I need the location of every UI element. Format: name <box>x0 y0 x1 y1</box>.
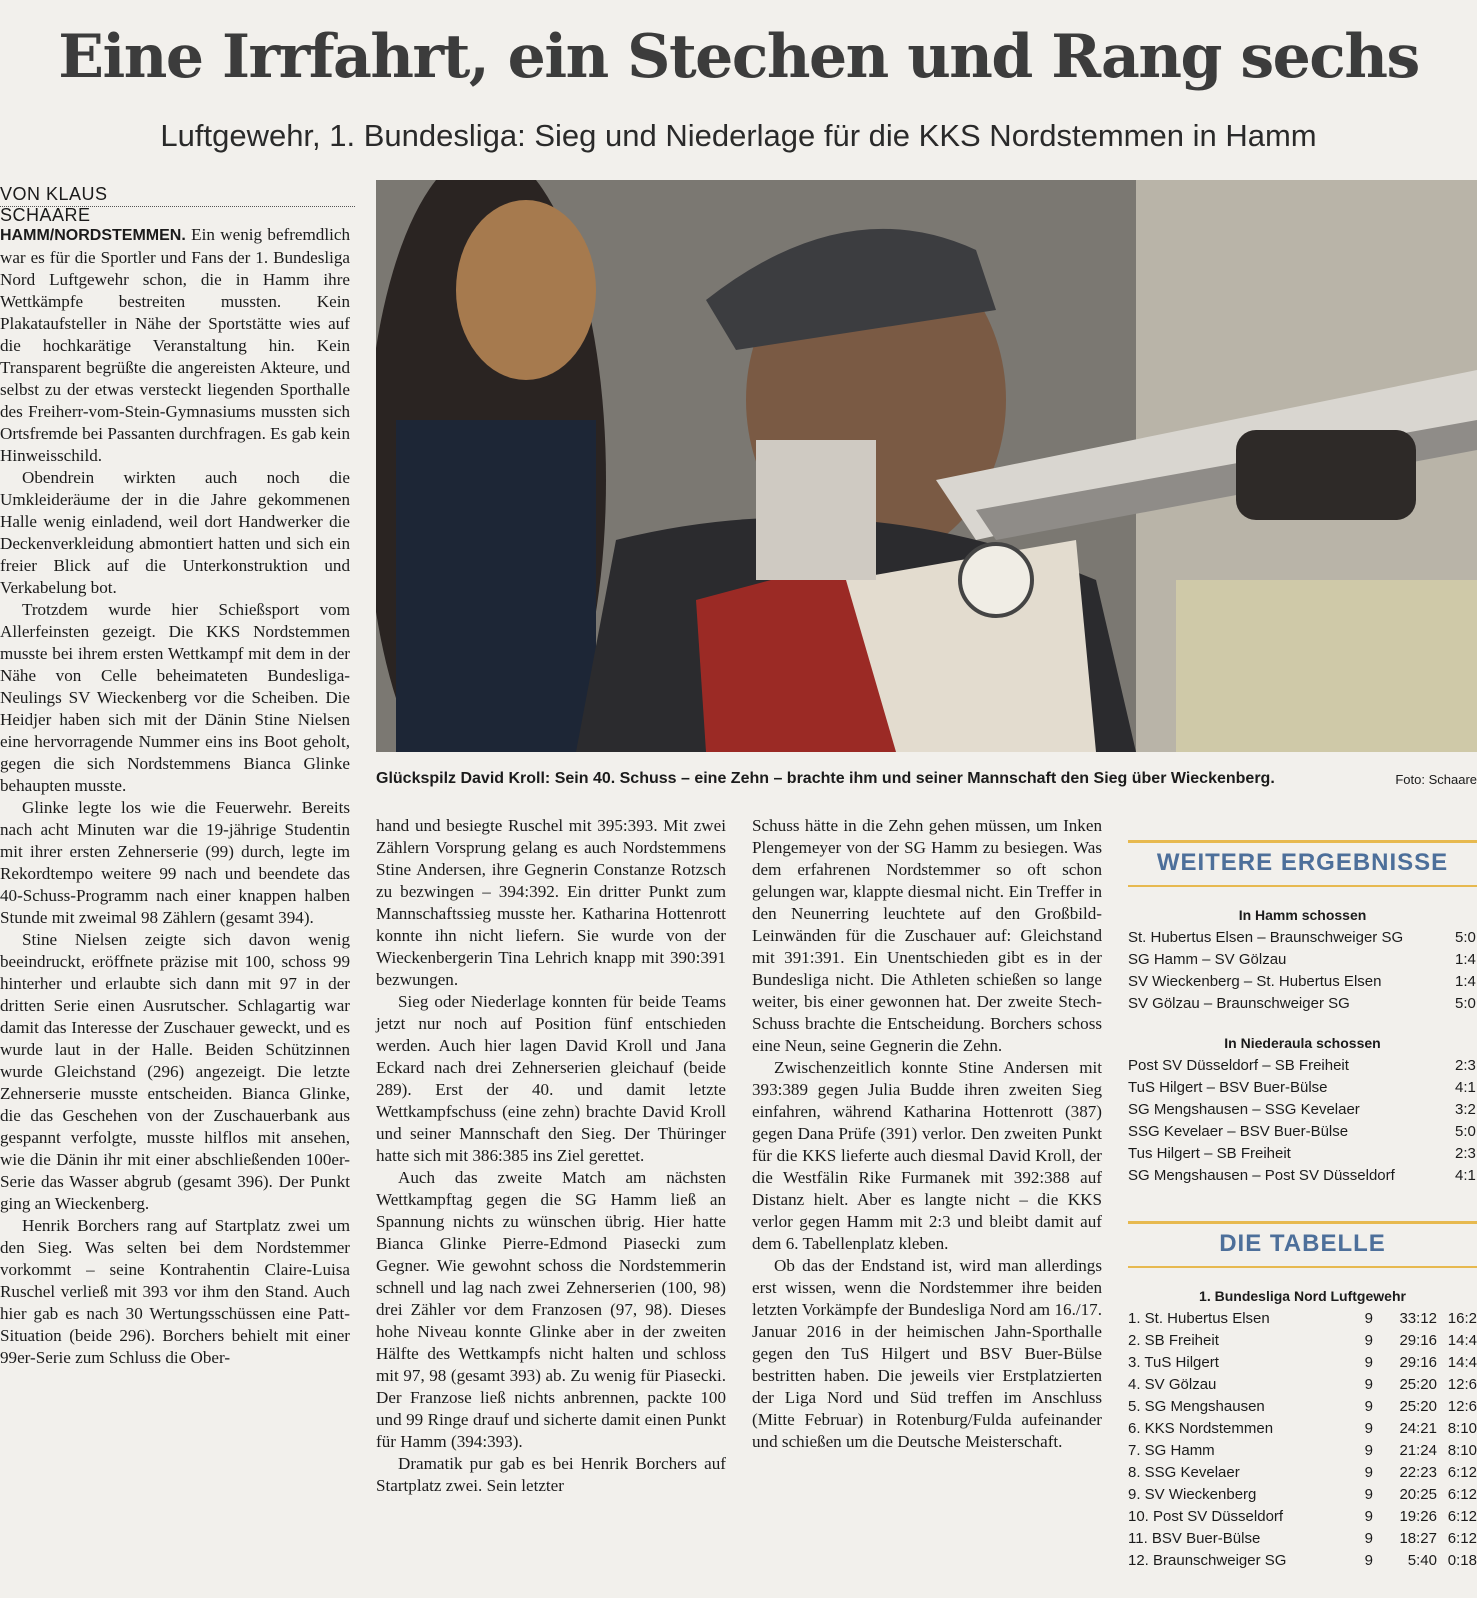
table-games: 9 <box>1364 1486 1373 1503</box>
result-match: St. Hubertus Elsen – Braunschweiger SG <box>1128 929 1404 946</box>
table-row <box>1128 1330 1477 1352</box>
photo-illustration <box>376 180 1477 752</box>
table-team: 3. TuS Hilgert <box>1128 1354 1219 1371</box>
table-ratio: 21:24 <box>1399 1442 1437 1459</box>
table-ratio: 25:20 <box>1399 1398 1437 1415</box>
table-ratio: 25:20 <box>1399 1376 1437 1393</box>
table-points: 8:10 <box>1447 1420 1477 1437</box>
result-score: 5:0 <box>1455 995 1476 1012</box>
table-games: 9 <box>1364 1464 1373 1481</box>
table-row <box>1128 1352 1477 1374</box>
result-row <box>1128 949 1477 971</box>
result-score: 3:2 <box>1455 1101 1476 1118</box>
table-points: 14:4 <box>1447 1354 1477 1371</box>
table-row <box>1128 1396 1477 1418</box>
result-score: 5:0 <box>1455 929 1476 946</box>
result-score: 1:4 <box>1455 951 1476 968</box>
article-paragraph <box>0 224 350 467</box>
article-column-2 <box>376 815 726 1497</box>
result-match: SG Hamm – SV Gölzau <box>1128 951 1287 968</box>
table-row <box>1128 1484 1477 1506</box>
table-points: 12:6 <box>1447 1376 1477 1393</box>
table-games: 9 <box>1364 1530 1373 1547</box>
article-paragraph: Sieg oder Niederlage konnten für beide Teams jetzt nur noch auf Position fünf entschieden werden. Auch hier lagen David Kroll und Jana Eckard nach drei Zehnerserien gleichauf (beide 289). Erst der 40. und damit letzte Wettkampfschuss (eine zehn) brachte David Kroll und seiner Mannschaft den Sieg. Der Thüringer hatte sich mit 386:385 ins Ziel gerettet. <box>376 992 726 1165</box>
table-row <box>1128 1374 1477 1396</box>
table-team: 7. SG Hamm <box>1128 1442 1215 1459</box>
table-team: 12. Braunschweiger SG <box>1128 1552 1287 1569</box>
table-ratio: 5:40 <box>1407 1552 1437 1569</box>
result-score: 4:1 <box>1455 1167 1476 1184</box>
table-row <box>1128 1506 1477 1528</box>
dateline: HAMM/NORDSTEMMEN. <box>0 227 186 244</box>
article-paragraph: Zwischenzeitlich konnte Stine Andersen mit 393:389 gegen Julia Budde ihren zweiten Sieg einfahren, während Katharina Hottenrott (387) gegen Dana Prüfe (391) verlor. Den zweiten Punkt für die KKS lieferte auch diesmal David Kroll, der die Westfälin Rike Furmanek mit 392:388 auf Distanz hielt. Aber es langte nicht – die KKS verlor gegen Hamm mit 2:3 und bleibt damit auf dem 6. Tabellenplatz kleben. <box>752 1058 1102 1253</box>
results-groups <box>1128 907 1477 1187</box>
article-paragraph: Glinke legte los wie die Feuerwehr. Bereits nach acht Minuten war die 19-jährige Studentin mit ihrer ersten Zehnerserie (99) durch, legte im Rekordtempo weitere 99 nach und beendete das 40-Schuss-Programm nach einer knappen halben Stunde mit zweimal 98 Zählern (gesamt 394). <box>0 798 350 927</box>
result-score: 5:0 <box>1455 1123 1476 1140</box>
result-row <box>1128 993 1477 1015</box>
result-match: SSG Kevelaer – BSV Buer-Bülse <box>1128 1123 1349 1140</box>
table-row <box>1128 1550 1477 1572</box>
table-points: 14:4 <box>1447 1332 1477 1349</box>
table-games: 9 <box>1364 1310 1373 1327</box>
table-ratio: 33:12 <box>1399 1310 1437 1327</box>
table-games: 9 <box>1364 1354 1373 1371</box>
table-points: 0:18 <box>1447 1552 1477 1569</box>
table-games: 9 <box>1364 1376 1373 1393</box>
table-team: 11. BSV Buer-Bülse <box>1128 1530 1261 1547</box>
result-row <box>1128 1099 1477 1121</box>
result-row <box>1128 1055 1477 1077</box>
photo-credit: Foto: Schaare <box>1395 772 1477 787</box>
table-team: 5. SG Mengshausen <box>1128 1398 1265 1415</box>
result-match: SG Mengshausen – SSG Kevelaer <box>1128 1101 1360 1118</box>
article-paragraph: Trotzdem wurde hier Schießsport vom Allerfeinsten gezeigt. Die KKS Nordstemmen musste bei ihrem ersten Wettkampf mit dem in der Nähe von Celle beheimateten Bundesliga-Neulings SV Wieckenberg vor die Scheiben. Die Heidjer haben sich mit der Dänin Stine Nielsen eine hervorragende Nummer eins ins Boot geholt, gegen die sich Nordstemmens Bianca Glinke behaupten musste. <box>0 600 350 795</box>
table-points: 6:12 <box>1447 1486 1477 1503</box>
result-match: Post SV Düsseldorf – SB Freiheit <box>1128 1057 1349 1074</box>
table-games: 9 <box>1364 1420 1373 1437</box>
table-team: 1. St. Hubertus Elsen <box>1128 1310 1270 1327</box>
news-photo <box>376 180 1477 752</box>
table-team: 9. SV Wieckenberg <box>1128 1486 1257 1503</box>
table-ratio: 29:16 <box>1399 1332 1437 1349</box>
table-subtitle: 1. Bundesliga Nord Luftgewehr <box>1199 1288 1406 1304</box>
table-games: 9 <box>1364 1332 1373 1349</box>
results-title: WEITERE ERGEBNISSE <box>1128 840 1477 887</box>
paragraph-text: Ein wenig befremdlich war es für die Sportler und Fans der 1. Bundesliga Nord Luftgewehr schon, die in Hamm ihre Wettkämpfe bestreiten mussten. Kein Plakataufsteller in Nähe der Sportstätte wies auf die hochkarätige Veranstaltung hin. Kein Transparent begrüßte die angereisten Akteure, und selbst zu der etwas versteckt liegenden Sporthalle des Freiherr-vom-Stein-Gymnasiums mussten sich Ortsfremde bei Passanten durchfragen. Es gab kein Hinweisschild. <box>0 225 350 465</box>
result-row <box>1128 971 1477 993</box>
result-match: TuS Hilgert – BSV Buer-Bülse <box>1128 1079 1328 1096</box>
result-score: 1:4 <box>1455 973 1476 990</box>
table-ratio: 20:25 <box>1399 1486 1437 1503</box>
result-row <box>1128 1121 1477 1143</box>
table-row <box>1128 1308 1477 1330</box>
result-row <box>1128 927 1477 949</box>
results-group-title: In Hamm schossen <box>1238 907 1367 923</box>
table-ratio: 19:26 <box>1399 1508 1437 1525</box>
table-games: 9 <box>1364 1552 1373 1569</box>
result-score: 2:3 <box>1455 1145 1476 1162</box>
result-row <box>1128 1077 1477 1099</box>
article-paragraph: Henrik Borchers rang auf Startplatz zwei um den Sieg. Was selten bei dem Nordstemmer vorkommt – seine Kontrahentin Claire-Luisa Ruschel verließ mit 393 vor ihm den Stand. Auch hier gab es nach 30 Wertungsschüssen eine Patt-Situation (beide 296). Borchers behielt mit einer 99er-Serie zum Schluss die Ober- <box>0 1216 350 1367</box>
table-ratio: 22:23 <box>1399 1464 1437 1481</box>
table-row <box>1128 1528 1477 1550</box>
result-row <box>1128 1143 1477 1165</box>
table-points: 6:12 <box>1447 1530 1477 1547</box>
headline: Eine Irrfahrt, ein Stechen und Rang sechs <box>58 22 1419 92</box>
table-points: 8:10 <box>1447 1442 1477 1459</box>
result-row <box>1128 1165 1477 1187</box>
table-games: 9 <box>1364 1398 1373 1415</box>
article-paragraph: Obendrein wirkten auch noch die Umkleideräume der in die Jahre gekommenen Halle wenig einladend, weil dort Handwerker die Deckenverkleidung abmontiert hatten und sich ein freier Blick auf die Unterkonstruktion und Verkabelung bot. <box>0 468 350 597</box>
photo-caption: Glückspilz David Kroll: Sein 40. Schuss – eine Zehn – brachte ihm und seiner Mannschaft den Sieg über Wieckenberg. <box>376 770 1275 787</box>
table-row <box>1128 1418 1477 1440</box>
result-match: Tus Hilgert – SB Freiheit <box>1128 1145 1291 1162</box>
article-paragraph: Stine Nielsen zeigte sich davon wenig beeindruckt, eröffnete präzise mit 100, schoss 99 hinterher und erlaubte sich dann mit 97 in der dritten Serie einen Ausrutscher. Schlagartig war damit das Interesse der Zuschauer geweckt, und es wurde laut in der Halle. Beiden Schützinnen wurde Gleichstand (296) angezeigt. Die letzte Zehnerserie musste entscheiden. Bianca Glinke, die das Geschehen von der Zuschauerbank aus gespannt verfolgte, musste hilflos mit ansehen, wie die Dänin ihr mit einer abschließenden 100er-Serie das Wasser abgrub (gesamt 396). Der Punkt ging an Wieckenberg. <box>0 930 350 1213</box>
result-match: SV Wieckenberg – St. Hubertus Elsen <box>1128 973 1382 990</box>
result-score: 2:3 <box>1455 1057 1476 1074</box>
article-paragraph: Dramatik pur gab es bei Henrik Borchers auf Startplatz zwei. Sein letzter <box>376 1454 726 1495</box>
table-team: 6. KKS Nordstemmen <box>1128 1420 1274 1437</box>
byline: VON KLAUS SCHAARE <box>0 184 108 225</box>
table-team: 4. SV Gölzau <box>1128 1376 1217 1393</box>
table-team: 10. Post SV Düsseldorf <box>1128 1508 1284 1525</box>
table-points: 6:12 <box>1447 1464 1477 1481</box>
article-paragraph: Ob das der Endstand ist, wird man allerdings erst wissen, wenn die Nordstemmer ihre beiden letzten Vorkämpfe der Bundesliga Nord am 16./17. Januar 2016 in der heimischen Jahn-Sporthalle gegen den TuS Hilgert und BSV Buer-Bülse bestritten haben. Die jeweils vier Erstplatzierten der Liga Nord und Süd treffen im Anschluss (Mitte Februar) in Rotenburg/Fulda aufeinander und schießen um die Deutsche Meisterschaft. <box>752 1256 1102 1451</box>
table-ratio: 18:27 <box>1399 1530 1437 1547</box>
byline-rule <box>0 206 355 207</box>
standings-table <box>1128 1308 1477 1572</box>
results-group-title: In Niederaula schossen <box>1224 1035 1381 1051</box>
table-row <box>1128 1440 1477 1462</box>
article-column-3 <box>752 815 1102 1453</box>
results-sidebar <box>1128 840 1477 1572</box>
table-points: 6:12 <box>1447 1508 1477 1525</box>
table-points: 12:6 <box>1447 1398 1477 1415</box>
table-ratio: 29:16 <box>1399 1354 1437 1371</box>
article-paragraph: Auch das zweite Match am nächsten Wettkampftag gegen die SG Hamm ließ an Spannung nichts zu wünschen übrig. Hier hatte Bianca Glinke Pierre-Edmond Piasecki zum Gegner. Wie gewohnt schoss die Nordstemmerin schnell und lag nach zwei Zehnerserien (100, 98) drei Zähler vor dem Franzosen (97, 98). Dieses hohe Niveau konnte Glinke aber in der zweiten Hälfte des Wettkampfs nicht halten und schloss mit 97, 98 (gesamt 393) ab. Zu wenig für Piasecki. Der Franzose ließ nichts anbrennen, packte 100 und 99 Ringe drauf und sicherte damit einen Punkt für Hamm (394:393). <box>376 1168 726 1451</box>
table-team: 8. SSG Kevelaer <box>1128 1464 1240 1481</box>
table-games: 9 <box>1364 1442 1373 1459</box>
table-team: 2. SB Freiheit <box>1128 1332 1219 1349</box>
table-row <box>1128 1462 1477 1484</box>
table-points: 16:2 <box>1447 1310 1477 1327</box>
result-score: 4:1 <box>1455 1079 1476 1096</box>
subheadline: Luftgewehr, 1. Bundesliga: Sieg und Niederlage für die KKS Nordstemmen in Hamm <box>160 118 1317 153</box>
article-paragraph: hand und besiegte Ruschel mit 395:393. Mit zwei Zählern Vorsprung gelang es auch Nordstemmens Stine Andersen, ihre Gegnerin Constanze Rotzsch zu bezwingen – 394:392. Ein dritter Punkt zum Mannschaftssieg musste her. Katharina Hottenrott konnte ihn nicht liefern. Sie wurde von der Wieckenbergerin Tina Lehrich knapp mit 390:391 bezwungen. <box>376 816 726 989</box>
table-title: DIE TABELLE <box>1128 1221 1477 1268</box>
article-paragraph: Schuss hätte in die Zehn gehen müssen, um Inken Plengemeyer von der SG Hamm zu besiegen. Was dem erfahrenen Nordstemmer so oft schon gelungen war, klappte diesmal nicht. Ein Treffer in den Neunerring leuchtete auf den Großbild-Leinwänden für die Zuschauer auf: Gleichstand mit 391:391. Ein Unentschieden gibt es in der Bundesliga nicht. Die Athleten schießen so lange weiter, bis einer gewonnen hat. Der zweite Stech-Schuss brachte die Entscheidung. Borchers schoss eine Neun, seine Gegnerin die Zehn. <box>752 816 1102 1055</box>
article-column-1 <box>0 224 350 1369</box>
result-match: SG Mengshausen – Post SV Düsseldorf <box>1128 1167 1395 1184</box>
table-games: 9 <box>1364 1508 1373 1525</box>
result-match: SV Gölzau – Braunschweiger SG <box>1128 995 1350 1012</box>
table-ratio: 24:21 <box>1399 1420 1437 1437</box>
